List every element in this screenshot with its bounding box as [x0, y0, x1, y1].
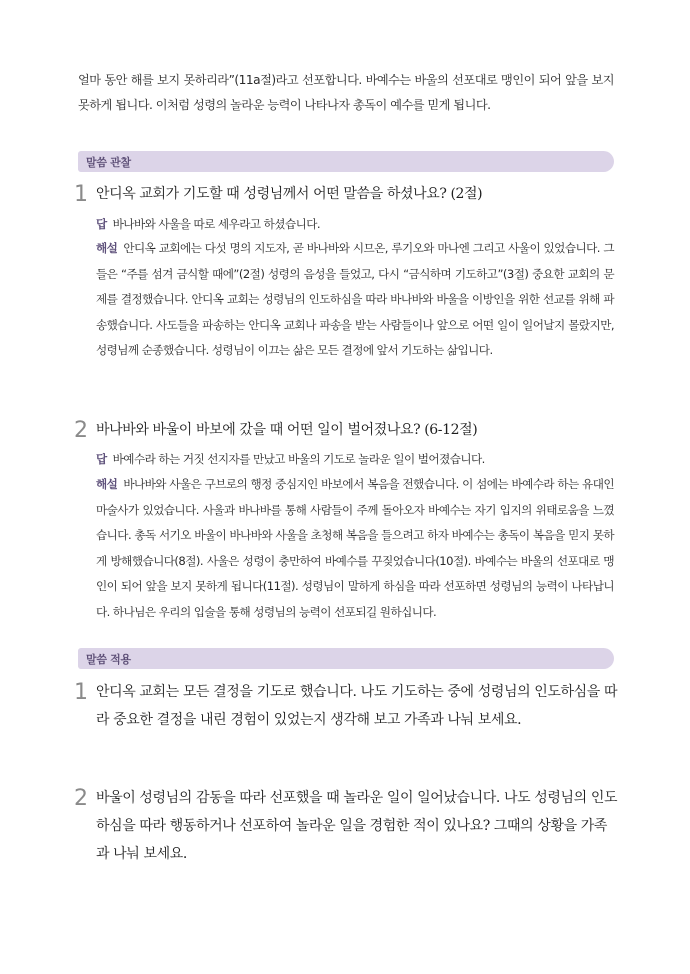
- explanation-paragraph: [96, 472, 614, 625]
- answer-line: [96, 212, 614, 238]
- question-text: 안디옥 교회가 기도할 때 성령님께서 어떤 말씀을 하셨나요? (2절): [96, 186, 483, 202]
- answer-text: 바나바와 사울을 따로 세우라고 하셨습니다.: [112, 217, 321, 231]
- question-text: 안디옥 교회는 모든 결정을 기도로 했습니다. 나도 기도하는 중에 성령님의 인도하심을 따라 중요한 결정을 내린 경험이 있었는지 생각해 보고 가족과 나눠 보세요.: [96, 684, 618, 728]
- question-number: 1: [74, 680, 88, 705]
- explanation-paragraph: [96, 236, 614, 364]
- section-header-observation: [78, 151, 614, 172]
- question-text: 바나바와 바울이 바보에 갔을 때 어떤 일이 벌어졌나요? (6-12절): [96, 422, 478, 438]
- answer-text: 바예수라 하는 거짓 선지자를 만났고 바울의 기도로 놀라운 일이 벌어졌습니다.: [112, 452, 485, 466]
- intro-paragraph: 얼마 동안 해를 보지 못하리라”(11a절)라고 선포합니다. 바예수는 바울의 선포대로 맹인이 되어 앞을 보지 못하게 됩니다. 이처럼 성령의 놀라운 능력이 나타나자 총독이 예수를 믿게 됩니다.: [78, 73, 614, 112]
- explanation-text: 바나바와 사울은 구브로의 행정 중심지인 바보에서 복음을 전했습니다. 이 섬에는 바예수라 하는 유대인 마술사가 있었습니다. 사울과 바나바를 통해 사람들이 주께 돌아오자 바예수는 자기 입지의 위태로움을 느꼈습니다. 총독 서기오 바울이 바나바와 사울을 초청해 복음을 들으려고 하자 바예수는 총독이 복음을 믿지 못하게 방해했습니다(8절). 사울은 성령이 충만하여 바예수를 꾸짖었습니다(10절). 바예수는 바울의 선포대로 맹인이 되어 앞을 보지 못하게 됩니다(11절). 성령님이 말하게 하심을 따라 선포하면 성령님의 능력이 나타납니다. 하나님은 우리의 입술을 통해 성령님의 능력이 선포되길 원하십니다.: [96, 477, 614, 619]
- question-number: 2: [74, 786, 88, 811]
- answer-tag: 답: [96, 452, 107, 466]
- question-number: 2: [74, 418, 88, 443]
- explanation-tag: 해설: [96, 241, 118, 255]
- answer-line: [96, 447, 614, 473]
- answer-tag: 답: [96, 217, 107, 231]
- question-text: 바울이 성령님의 감동을 따라 선포했을 때 놀라운 일이 일어났습니다. 나도 성령님의 인도하심을 따라 행동하거나 선포하여 놀라운 일을 경험한 적이 있나요? 그때의 상황을 가족과 나눠 보세요.: [96, 790, 618, 862]
- explanation-text: 안디옥 교회에는 다섯 명의 지도자, 곧 바나바와 시므온, 루기오와 마나엔 그리고 사울이 있었습니다. 그들은 “주를 섬겨 금식할 때에”(2절) 성령의 음성을 들었고, 다시 “금식하며 기도하고”(3절) 중요한 교회의 문제를 결정했습니다. 안디옥 교회는 성령님의 인도하심을 따라 바나바와 바울을 이방인을 위한 선교를 위해 파송했습니다. 사도들을 파송하는 안디옥 교회나 파송을 받는 사람들이나 앞으로 어떤 일이 일어날지 몰랐지만, 성령님께 순종했습니다. 성령님이 이끄는 삶은 모든 결정에 앞서 기도하는 삶입니다.: [96, 241, 614, 357]
- section-title: 말씀 적용: [86, 653, 131, 666]
- section-header-application: [78, 648, 614, 669]
- question-number: 1: [74, 182, 88, 207]
- section-title: 말씀 관찰: [86, 156, 131, 169]
- explanation-tag: 해설: [96, 477, 118, 491]
